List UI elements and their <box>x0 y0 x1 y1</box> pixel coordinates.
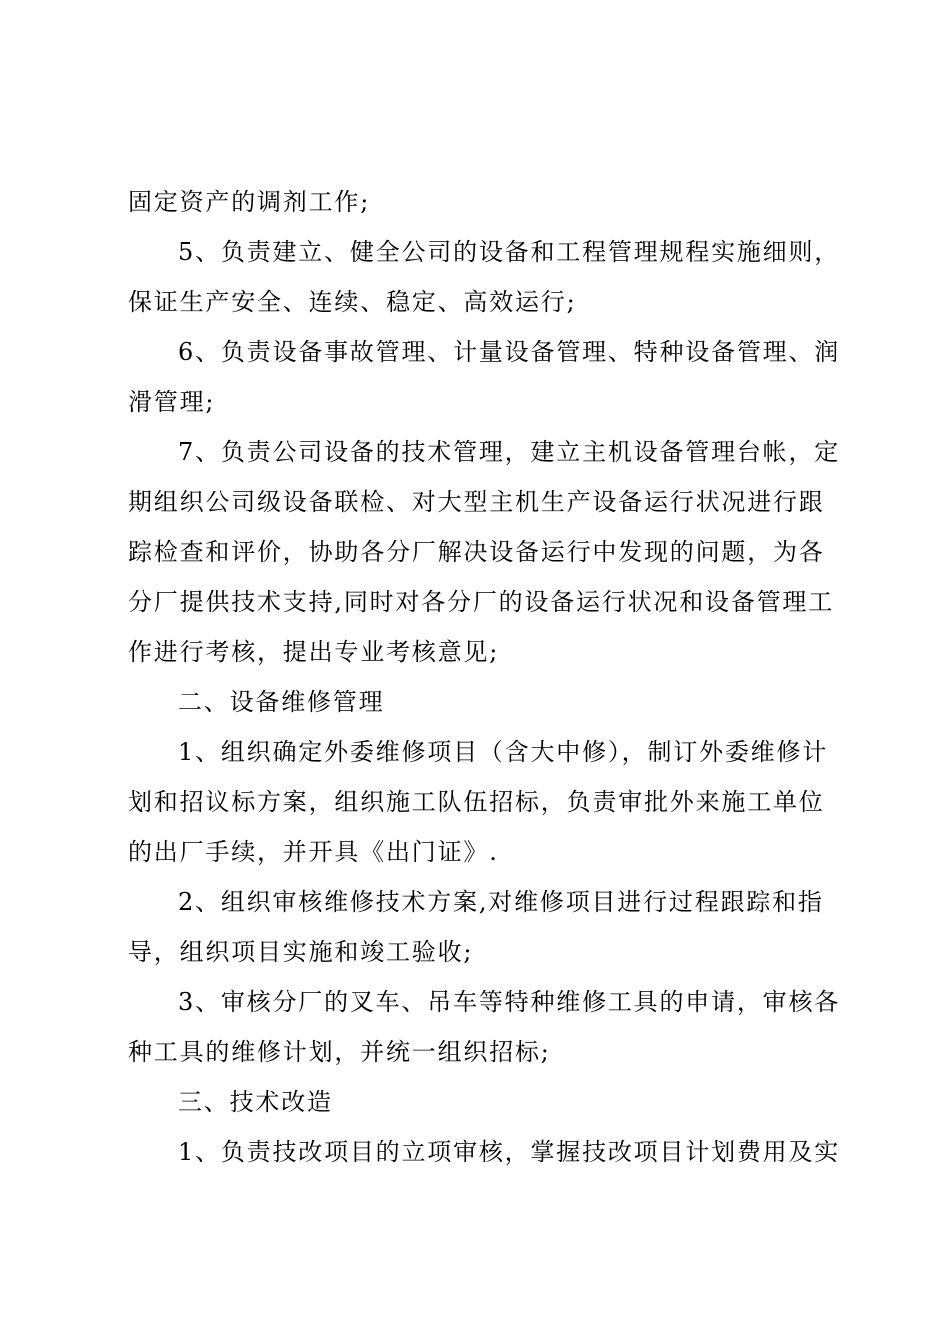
text-line-content: 保证生产安全、连续、稳定、高效运行; <box>128 288 577 316</box>
text-line <box>0 827 950 877</box>
text-line <box>0 627 950 677</box>
text-line <box>0 477 950 527</box>
text-line <box>0 527 950 577</box>
text-line-content: 1、组织确定外委维修项目（含大中修），制订外委维修计 <box>178 738 829 766</box>
text-line-content: 作进行考核，提出专业考核意见; <box>128 638 500 666</box>
section-heading <box>0 677 950 727</box>
text-line-content: 6、负责设备事故管理、计量设备管理、特种设备管理、润 <box>178 338 841 366</box>
text-line <box>0 727 950 777</box>
text-line <box>0 1127 950 1177</box>
text-line-content: 7、负责公司设备的技术管理，建立主机设备管理台帐，定 <box>178 438 841 466</box>
text-line-content: 踪检查和评价，协助各分厂解决设备运行中发现的问题，为各 <box>128 538 825 566</box>
section-heading <box>0 1077 950 1127</box>
text-line-content: 二、设备维修管理 <box>178 688 385 716</box>
text-line-content: 5、负责建立、健全公司的设备和工程管理规程实施细则， <box>178 238 841 266</box>
text-line-content: 2、组织审核维修技术方案,对维修项目进行过程跟踪和指 <box>178 888 824 916</box>
text-line <box>0 877 950 927</box>
text-line <box>0 427 950 477</box>
text-line-content: 3、审核分厂的叉车、吊车等特种维修工具的申请，审核各 <box>178 988 841 1016</box>
text-line-content: 划和招议标方案，组织施工队伍招标，负责审批外来施工单位 <box>128 788 825 816</box>
text-line-content: 导，组织项目实施和竣工验收; <box>128 938 474 966</box>
text-line <box>0 377 950 427</box>
text-line <box>0 277 950 327</box>
text-line-content: 滑管理; <box>128 388 216 416</box>
text-line <box>0 327 950 377</box>
text-line <box>0 977 950 1027</box>
text-line-content: 种工具的维修计划，并统一组织招标; <box>128 1038 551 1066</box>
text-line-content: 期组织公司级设备联检、对大型主机生产设备运行状况进行跟 <box>128 488 825 516</box>
text-line-content: 分厂提供技术支持,同时对各分厂的设备运行状况和设备管理工 <box>128 588 835 616</box>
text-line <box>0 1027 950 1077</box>
text-line <box>0 227 950 277</box>
text-line-content: 的出厂手续，并开具《出门证》. <box>128 838 499 866</box>
text-line-content: 1、负责技改项目的立项审核，掌握技改项目计划费用及实 <box>178 1138 841 1166</box>
text-line <box>0 177 950 227</box>
text-line-content: 三、技术改造 <box>178 1088 333 1116</box>
text-line <box>0 577 950 627</box>
text-line <box>0 777 950 827</box>
text-line <box>0 927 950 977</box>
text-line-content: 固定资产的调剂工作; <box>128 188 371 216</box>
